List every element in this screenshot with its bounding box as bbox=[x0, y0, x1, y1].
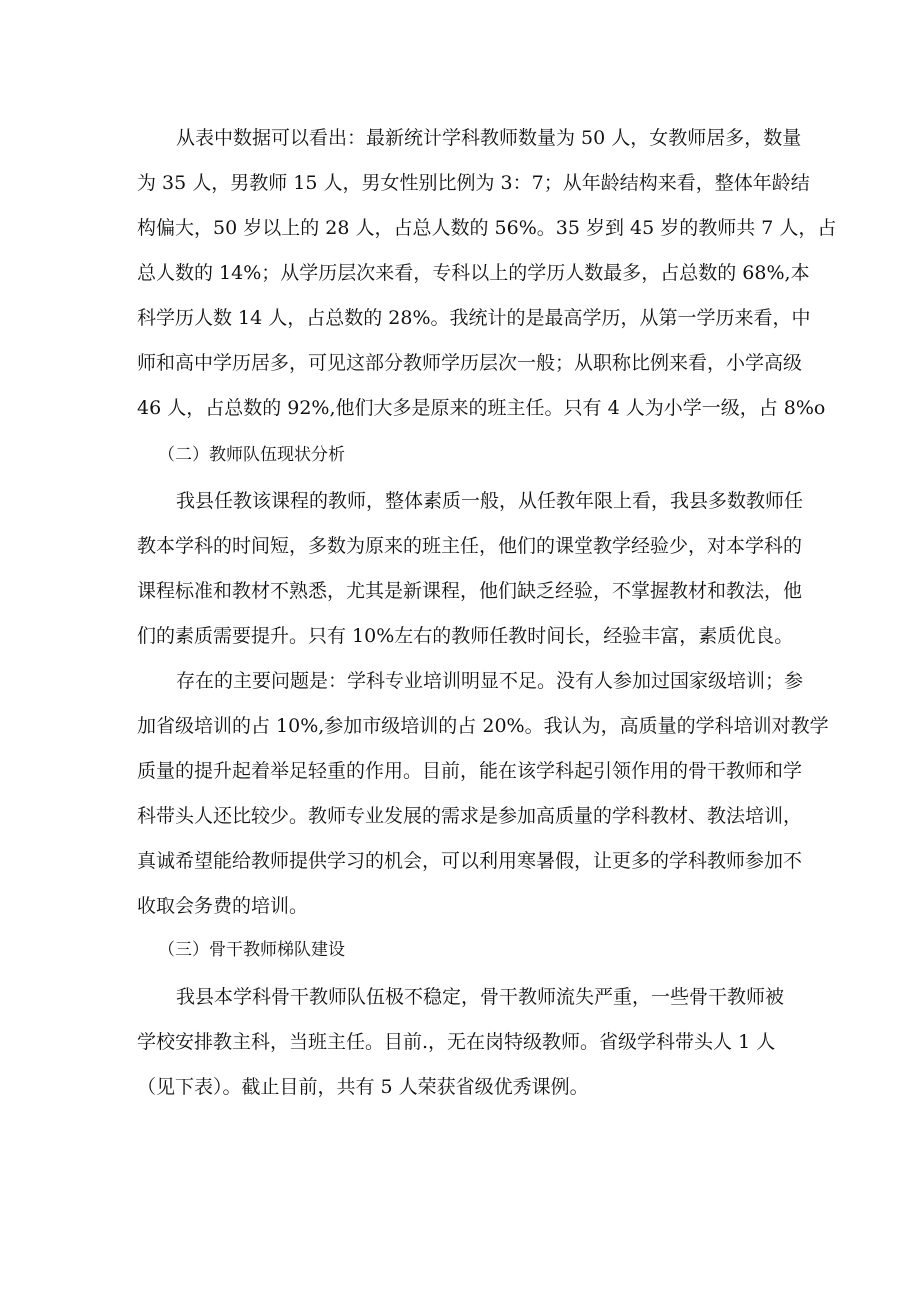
section-heading: （二）教师队伍现状分析 bbox=[158, 445, 345, 465]
paragraph-line: 我县本学科骨干教师队伍极不稳定，骨干教师流失严重，一些骨干教师被 bbox=[176, 986, 785, 1008]
paragraph-line: 46 人，占总数的 92%,他们大多是原来的班主任。只有 4 人为小学一级，占 8%o bbox=[137, 397, 826, 419]
paragraph-line: 教本学科的时间短，多数为原来的班主任，他们的课堂教学经验少，对本学科的 bbox=[137, 535, 803, 557]
paragraph-line: （见下表）。截止目前，共有 5 人荣获省级优秀课例。 bbox=[137, 1076, 589, 1098]
paragraph-line: 为 35 人，男教师 15 人，男女性别比例为 3：7；从年龄结构来看，整体年龄结 bbox=[137, 172, 810, 194]
paragraph-line: 存在的主要问题是：学科专业培训明显不足。没有人参加过国家级培训；参 bbox=[176, 670, 804, 692]
paragraph-line: 我县任教该课程的教师，整体素质一般，从任教年限上看，我县多数教师任 bbox=[176, 490, 804, 512]
paragraph-line: 科带头人还比较少。教师专业发展的需求是参加高质量的学科教材、教法培训， bbox=[137, 805, 803, 827]
paragraph-line: 真诚希望能给教师提供学习的机会，可以利用寒暑假，让更多的学科教师参加不 bbox=[137, 850, 803, 872]
paragraph-line: 总人数的 14%；从学历层次来看，专科以上的学历人数最多，占总数的 68%,本 bbox=[137, 262, 810, 284]
paragraph-line: 从表中数据可以看出：最新统计学科教师数量为 50 人，女教师居多，数量 bbox=[176, 127, 802, 149]
section-heading: （三）骨干教师梯队建设 bbox=[158, 940, 345, 960]
paragraph-line: 师和高中学历居多，可见这部分教师学历层次一般；从职称比例来看，小学高级 bbox=[137, 352, 803, 374]
paragraph-line: 们的素质需要提升。只有 10%左右的教师任教时间长，经验丰富，素质优良。 bbox=[137, 625, 794, 647]
paragraph-line: 收取会务费的培训。 bbox=[137, 895, 309, 917]
paragraph-line: 科学历人数 14 人，占总数的 28%。我统计的是最高学历，从第一学历来看，中 bbox=[137, 307, 811, 329]
paragraph-line: 构偏大，50 岁以上的 28 人，占总人数的 56%。35 岁到 45 岁的教师共 7 人，占 bbox=[137, 217, 837, 239]
paragraph-line: 学校安排教主科，当班主任。目前.，无在岗特级教师。省级学科带头人 1 人 bbox=[137, 1031, 776, 1053]
paragraph-line: 质量的提升起着举足轻重的作用。目前，能在该学科起引领作用的骨干教师和学 bbox=[137, 760, 803, 782]
paragraph-line: 加省级培训的占 10%,参加市级培训的占 20%。我认为，高质量的学科培训对教学 bbox=[137, 715, 829, 737]
paragraph-line: 课程标准和教材不熟悉，尤其是新课程，他们缺乏经验，不掌握教材和教法，他 bbox=[137, 580, 803, 602]
